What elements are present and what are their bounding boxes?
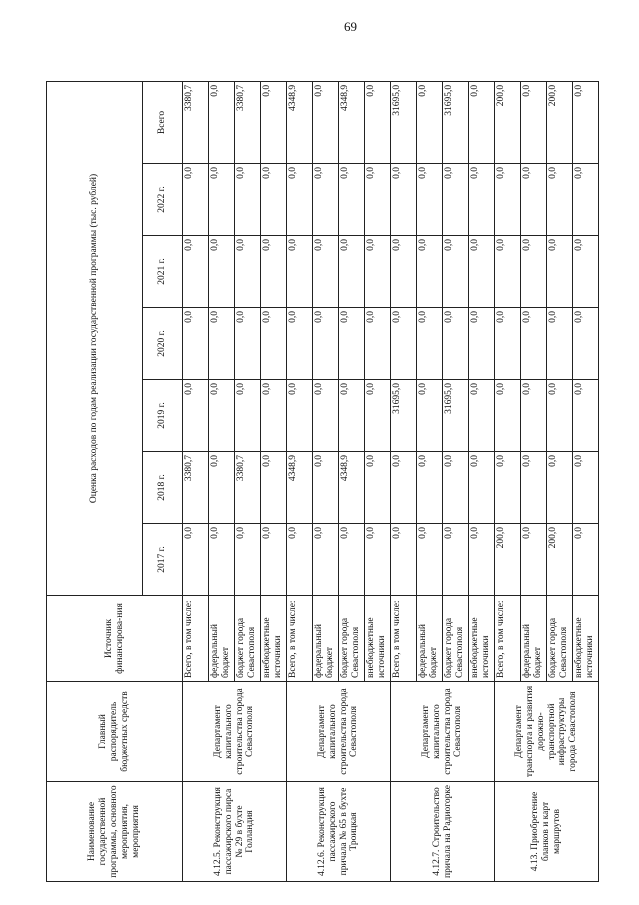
amount-cell: 0,0	[521, 236, 547, 308]
amount-cell: 0,0	[547, 236, 573, 308]
amount-cell: 0,0	[495, 380, 521, 452]
amount-cell: 0,0	[261, 524, 287, 596]
budget-manager: Департамент капитального строительства города Севастополя	[287, 682, 391, 782]
funding-source: бюджет города Севастополя	[443, 596, 469, 682]
amount-cell: 0,0	[365, 308, 391, 380]
amount-cell: 0,0	[417, 452, 443, 524]
amount-cell: 0,0	[287, 380, 313, 452]
amount-cell: 0,0	[417, 308, 443, 380]
amount-cell: 0,0	[443, 452, 469, 524]
amount-cell: 0,0	[469, 452, 495, 524]
total-cell: 31695,0	[391, 81, 417, 163]
page-number: 69	[344, 19, 357, 34]
amount-cell: 0,0	[495, 308, 521, 380]
header-year: 2020 г.	[143, 308, 183, 380]
amount-cell: 0,0	[417, 164, 443, 236]
amount-cell: 0,0	[547, 380, 573, 452]
amount-cell: 0,0	[521, 308, 547, 380]
header-year: 2017 г.	[143, 524, 183, 596]
total-cell: 200,0	[547, 81, 573, 163]
amount-cell: 0,0	[183, 308, 209, 380]
header-estimate: Оценка расходов по годам реализации государственной программы (тыс. рублей)	[47, 81, 143, 595]
amount-cell: 0,0	[261, 380, 287, 452]
amount-cell: 0,0	[313, 236, 339, 308]
amount-cell: 0,0	[365, 380, 391, 452]
amount-cell: 0,0	[417, 236, 443, 308]
amount-cell: 0,0	[547, 164, 573, 236]
amount-cell: 0,0	[443, 236, 469, 308]
amount-cell: 0,0	[469, 380, 495, 452]
amount-cell: 0,0	[209, 524, 235, 596]
total-cell: 0,0	[209, 81, 235, 163]
amount-cell: 0,0	[209, 308, 235, 380]
activity-name: 4.12.6. Реконструкция пассажирского причала № 65 в бухте Троицкая	[287, 782, 391, 882]
amount-cell: 0,0	[547, 452, 573, 524]
header-source: Источник финансирова-ния	[47, 596, 183, 682]
amount-cell: 0,0	[469, 236, 495, 308]
amount-cell: 0,0	[417, 524, 443, 596]
budget-manager: Департамент транспорта и развития дорожно-транспортной инфраструктуры города Севастополя	[495, 682, 599, 782]
funding-source: Всего, в том числе:	[391, 596, 417, 682]
amount-cell: 0,0	[235, 308, 261, 380]
amount-cell: 0,0	[521, 164, 547, 236]
funding-source: федеральный бюджет	[313, 596, 339, 682]
amount-cell: 0,0	[339, 524, 365, 596]
amount-cell: 0,0	[573, 452, 599, 524]
amount-cell: 0,0	[391, 308, 417, 380]
amount-cell: 0,0	[209, 164, 235, 236]
funding-source: бюджет города Севастополя	[235, 596, 261, 682]
amount-cell: 31695,0	[391, 380, 417, 452]
funding-source: Всего, в том числе:	[287, 596, 313, 682]
amount-cell: 0,0	[547, 308, 573, 380]
amount-cell: 0,0	[573, 380, 599, 452]
header-manager: Главный распорядитель бюджетных средств	[47, 682, 183, 782]
funding-source: Всего, в том числе:	[183, 596, 209, 682]
amount-cell: 0,0	[443, 524, 469, 596]
amount-cell: 4348,9	[287, 452, 313, 524]
table-row	[183, 81, 209, 881]
total-cell: 0,0	[573, 81, 599, 163]
amount-cell: 0,0	[495, 164, 521, 236]
total-cell: 4348,9	[287, 81, 313, 163]
total-cell: 200,0	[495, 81, 521, 163]
amount-cell: 0,0	[573, 164, 599, 236]
amount-cell: 0,0	[521, 452, 547, 524]
amount-cell: 0,0	[235, 380, 261, 452]
budget-table	[46, 81, 599, 882]
table-row	[391, 81, 417, 881]
amount-cell: 0,0	[365, 524, 391, 596]
table-body	[183, 81, 599, 881]
funding-source: бюджет города Севастополя	[547, 596, 573, 682]
amount-cell: 200,0	[495, 524, 521, 596]
funding-source: внебюджетные источники	[261, 596, 287, 682]
budget-manager: Департамент капитального строительства города Севастополя	[391, 682, 495, 782]
amount-cell: 0,0	[469, 164, 495, 236]
amount-cell: 0,0	[443, 164, 469, 236]
amount-cell: 0,0	[313, 308, 339, 380]
total-cell: 0,0	[417, 81, 443, 163]
amount-cell: 0,0	[313, 164, 339, 236]
funding-source: Всего, в том числе:	[495, 596, 521, 682]
amount-cell: 0,0	[261, 308, 287, 380]
amount-cell: 0,0	[495, 236, 521, 308]
amount-cell: 0,0	[235, 524, 261, 596]
amount-cell: 0,0	[235, 164, 261, 236]
amount-cell: 0,0	[313, 452, 339, 524]
header-year: 2018 г.	[143, 452, 183, 524]
total-cell: 0,0	[365, 81, 391, 163]
funding-source: внебюджетные источники	[365, 596, 391, 682]
rotated-table-wrapper	[46, 82, 595, 882]
funding-source: внебюджетные источники	[573, 596, 599, 682]
total-cell: 0,0	[469, 81, 495, 163]
funding-source: внебюджетные источники	[469, 596, 495, 682]
total-cell: 0,0	[261, 81, 287, 163]
amount-cell: 200,0	[547, 524, 573, 596]
activity-name: 4.12.5. Реконструкция пассажирского пирса № 29 в бухте Голландия	[183, 782, 287, 882]
amount-cell: 0,0	[339, 308, 365, 380]
amount-cell: 0,0	[365, 452, 391, 524]
amount-cell: 0,0	[313, 524, 339, 596]
budget-manager: Департамент капитального строительства города Севастополя	[183, 682, 287, 782]
header-total: Всего	[143, 81, 183, 163]
amount-cell: 0,0	[391, 164, 417, 236]
amount-cell: 0,0	[521, 524, 547, 596]
amount-cell: 0,0	[209, 236, 235, 308]
amount-cell: 0,0	[573, 308, 599, 380]
total-cell: 3380,7	[183, 81, 209, 163]
total-cell: 4348,9	[339, 81, 365, 163]
amount-cell: 0,0	[391, 236, 417, 308]
amount-cell: 0,0	[183, 380, 209, 452]
amount-cell: 31695,0	[443, 380, 469, 452]
amount-cell: 0,0	[235, 236, 261, 308]
total-cell: 0,0	[521, 81, 547, 163]
funding-source: федеральный бюджет	[417, 596, 443, 682]
amount-cell: 0,0	[183, 236, 209, 308]
amount-cell: 0,0	[469, 308, 495, 380]
amount-cell: 0,0	[339, 236, 365, 308]
amount-cell: 0,0	[573, 236, 599, 308]
amount-cell: 0,0	[261, 164, 287, 236]
amount-cell: 0,0	[287, 236, 313, 308]
amount-cell: 0,0	[287, 308, 313, 380]
amount-cell: 0,0	[183, 524, 209, 596]
amount-cell: 0,0	[521, 380, 547, 452]
funding-source: федеральный бюджет	[209, 596, 235, 682]
table-row	[495, 81, 521, 881]
amount-cell: 0,0	[365, 164, 391, 236]
header-year: 2022 г.	[143, 164, 183, 236]
amount-cell: 0,0	[573, 524, 599, 596]
activity-name: 4.12.7. Строительство причала на Радиогорке	[391, 782, 495, 882]
amount-cell: 0,0	[313, 380, 339, 452]
activity-name: 4.13. Приобретение бланков и карт маршрутов	[495, 782, 599, 882]
amount-cell: 0,0	[391, 524, 417, 596]
total-cell: 3380,7	[235, 81, 261, 163]
amount-cell: 0,0	[287, 164, 313, 236]
amount-cell: 0,0	[417, 380, 443, 452]
amount-cell: 0,0	[391, 452, 417, 524]
amount-cell: 3380,7	[235, 452, 261, 524]
header-year: 2019 г.	[143, 380, 183, 452]
table-row	[287, 81, 313, 881]
amount-cell: 0,0	[261, 452, 287, 524]
amount-cell: 0,0	[287, 524, 313, 596]
amount-cell: 0,0	[339, 380, 365, 452]
total-cell: 0,0	[313, 81, 339, 163]
amount-cell: 0,0	[209, 380, 235, 452]
amount-cell: 3380,7	[183, 452, 209, 524]
funding-source: федеральный бюджет	[521, 596, 547, 682]
amount-cell: 0,0	[365, 236, 391, 308]
funding-source: бюджет города Севастополя	[339, 596, 365, 682]
total-cell: 31695,0	[443, 81, 469, 163]
amount-cell: 0,0	[469, 524, 495, 596]
amount-cell: 0,0	[183, 164, 209, 236]
header-year: 2021 г.	[143, 236, 183, 308]
amount-cell: 0,0	[209, 452, 235, 524]
header-name: Наименование государственной программы, основного мероприятия, мероприятия	[47, 782, 183, 882]
amount-cell: 0,0	[339, 164, 365, 236]
amount-cell: 4348,9	[339, 452, 365, 524]
amount-cell: 0,0	[261, 236, 287, 308]
amount-cell: 0,0	[443, 308, 469, 380]
amount-cell: 0,0	[495, 452, 521, 524]
